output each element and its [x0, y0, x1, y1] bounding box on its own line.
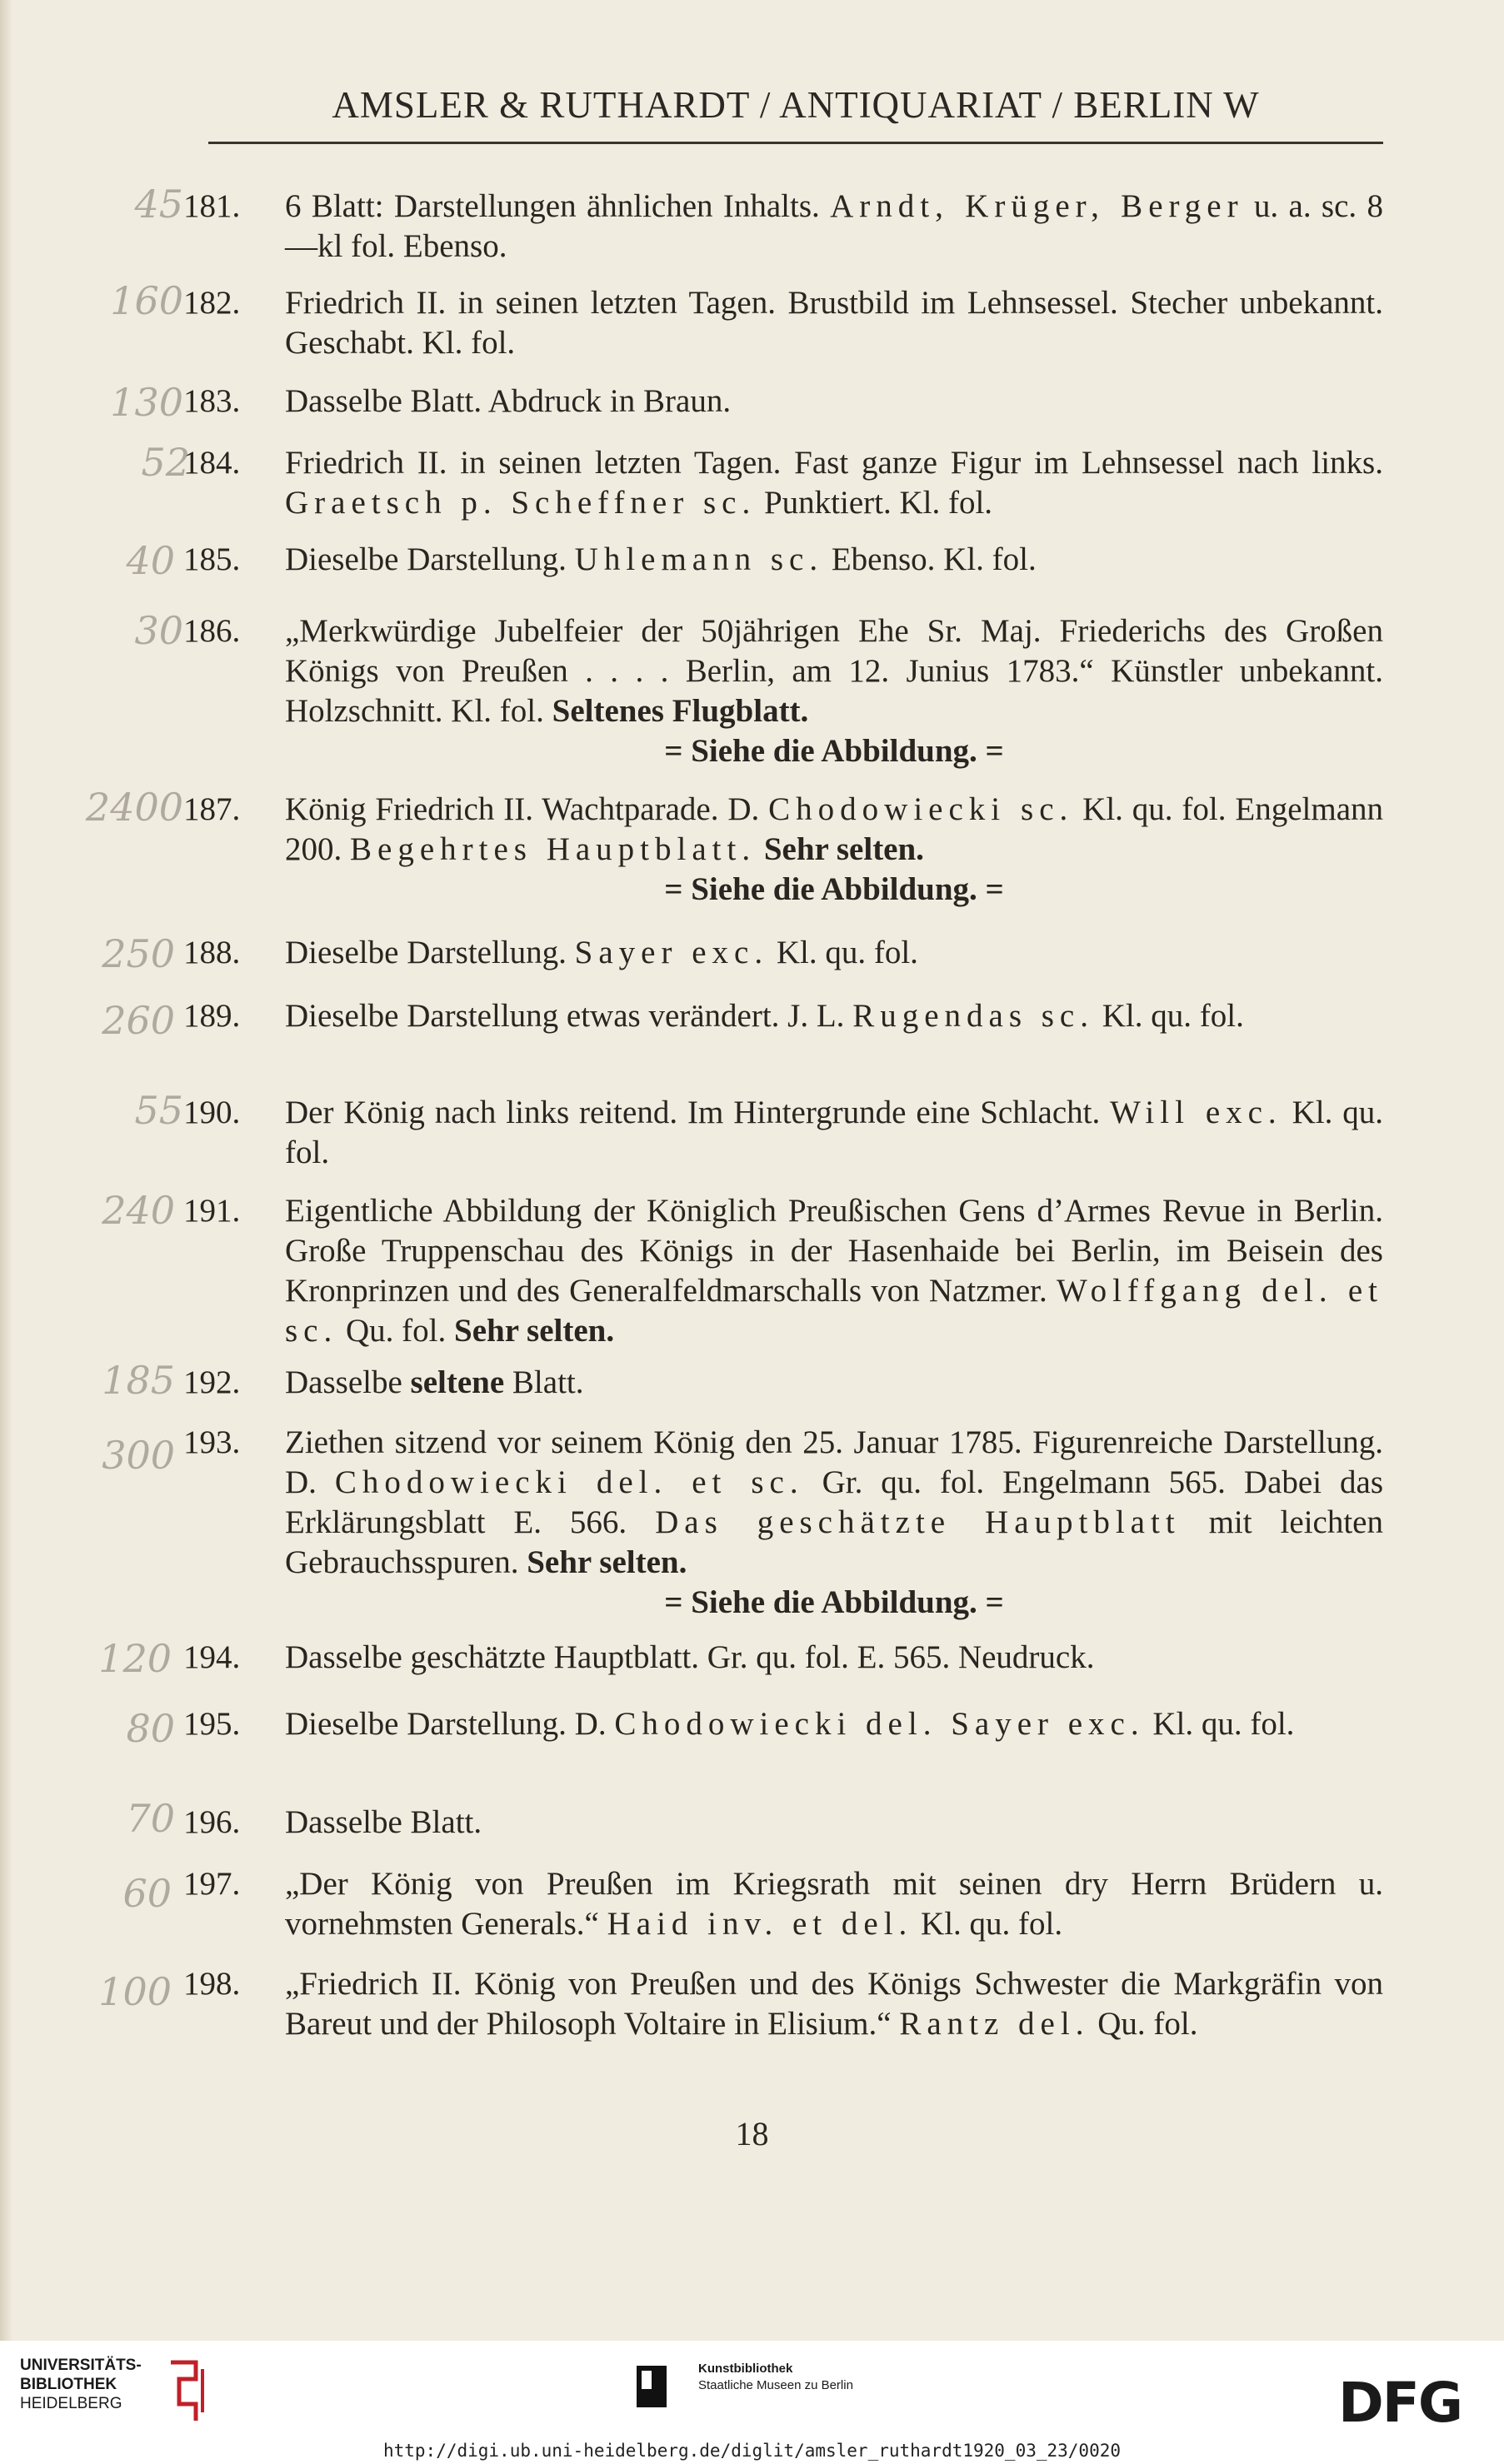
entry-artist: Chodowiecki sc.	[768, 791, 1074, 827]
see-illustration-note: = Siehe die Abbildung. =	[664, 733, 1004, 769]
entry-text-cont: Ebenso. Kl. fol.	[823, 541, 1037, 577]
entry-text-cont: Kl. qu. fol.	[1094, 998, 1244, 1034]
catalog-entry-196	[183, 1803, 1383, 1843]
page-header: AMSLER & RUTHARDT / ANTIQUARIAT / BERLIN W	[332, 84, 1260, 126]
entry-artist: Graetsch p. Scheffner sc.	[285, 485, 757, 521]
catalog-entry-184	[183, 443, 1383, 523]
permalink-url[interactable]: http://digi.ub.uni-heidelberg.de/diglit/amsler_ruthardt1920_03_23/0020	[382, 2441, 1121, 2461]
entry-number: 182.	[183, 285, 241, 321]
ub-logo-line3: HEIDELBERG	[20, 2395, 122, 2412]
entry-number: 197.	[183, 1866, 241, 1902]
entry-text-cont: u. a. sc. 8—kl fol. Ebenso.	[285, 188, 1383, 264]
entry-text: Dasselbe Blatt. Abdruck in Braun.	[285, 383, 732, 419]
entry-number: 191.	[183, 1193, 241, 1229]
entry-number: 195.	[183, 1706, 241, 1742]
entry-artist: Will exc.	[1110, 1095, 1282, 1130]
entry-text: Dasselbe geschätzte Hauptblatt. Gr. qu. fol. E. 565. Neudruck.	[285, 1639, 1095, 1675]
entry-text-cont: Punktiert. Kl. fol.	[756, 485, 993, 521]
entry-highlight: Das geschätzte Hauptblatt	[655, 1504, 1181, 1540]
handwritten-price: 55	[134, 1088, 183, 1133]
catalog-entry-191	[183, 1191, 1383, 1351]
entry-text-cont: Kl. qu. fol.	[768, 935, 918, 970]
handwritten-price: 300	[102, 1433, 175, 1478]
entry-text: Friedrich II. in seinen letzten Tagen. Brustbild im Lehnsessel. Stecher unbekannt. Geschabt. Kl. fol.	[285, 285, 1383, 361]
see-illustration-note: = Siehe die Abbildung. =	[664, 871, 1004, 907]
page-edge-shadow	[0, 0, 12, 2341]
handwritten-price: 120	[98, 1636, 172, 1681]
entry-text: Ziethen sitzend vor seinem König den 25. Januar 1785. Figurenreiche Darstellung. D.	[285, 1424, 1383, 1500]
entry-text-cont: Kl. qu. fol. Engelmann 200.	[285, 791, 1384, 867]
entry-artist: Haid inv. et del.	[607, 1906, 913, 1942]
entry-number: 193.	[183, 1424, 241, 1460]
entry-text-cont: Qu. fol.	[337, 1313, 454, 1349]
handwritten-price: 70	[126, 1796, 175, 1841]
ub-logo-line1: UNIVERSITÄTS-	[20, 2357, 142, 2374]
handwritten-price: 240	[102, 1188, 175, 1233]
entry-text-cont: Kl. qu. fol.	[912, 1906, 1063, 1942]
entry-artist: Chodowiecki del. et sc.	[334, 1464, 804, 1500]
entry-rarity: Sehr selten.	[527, 1544, 687, 1580]
handwritten-price: 130	[110, 380, 183, 425]
entry-rarity: Sehr selten.	[756, 831, 924, 867]
entry-text: Dasselbe	[285, 1364, 411, 1400]
entry-text: Dasselbe Blatt.	[285, 1804, 482, 1840]
entry-text: Der König nach links reitend. Im Hintergrunde eine Schlacht.	[285, 1095, 1111, 1130]
entry-number: 196.	[183, 1804, 241, 1840]
catalog-entry-181	[183, 187, 1383, 267]
entry-text: Friedrich II. in seinen letzten Tagen. Fast ganze Figur im Lehnsessel nach links.	[285, 445, 1383, 481]
entry-text-cont: Qu. fol.	[1089, 2006, 1198, 2042]
header-rule	[208, 142, 1383, 144]
entry-number: 198.	[183, 1966, 241, 2002]
entry-text-cont: Gr. qu. fol. Engelmann 565. Dabei das Erklärungsblatt E. 566.	[285, 1464, 1383, 1540]
entry-artist: Rantz del.	[899, 2006, 1090, 2042]
entry-text: „Friedrich II. König von Preußen und des Königs Schwester die Markgräfin von Bareut und der Philosoph Voltaire in Elisium.“	[285, 1966, 1383, 2042]
catalog-entry-197	[183, 1864, 1383, 1944]
dfg-logo[interactable]: DFG	[1338, 2371, 1462, 2435]
kb-name: Kunstbibliothek	[698, 2362, 793, 2376]
handwritten-price: 160	[110, 278, 183, 323]
entry-text: Dieselbe Darstellung.	[285, 935, 575, 970]
catalog-entry-187	[183, 790, 1383, 910]
entry-text: Eigentliche Abbildung der Königlich Preußischen Gens d’Armes Revue in Berlin. Große Truppenschau des Königs in der Hasenhaide bei Berlin, im Beisein des Kronprinzen und des Generalfeldmarschalls von Natzmer.	[285, 1193, 1383, 1309]
kb-subtitle: Staatliche Museen zu Berlin	[698, 2378, 853, 2392]
entry-number: 186.	[183, 613, 241, 649]
entry-number: 189.	[183, 998, 241, 1034]
catalog-entry-185	[183, 540, 1383, 580]
catalog-entry-195	[183, 1704, 1383, 1744]
kunstbibliothek-logo-icon	[637, 2366, 667, 2407]
entry-number: 184.	[183, 445, 241, 481]
entry-number: 187.	[183, 791, 241, 827]
catalog-entry-190	[183, 1093, 1383, 1173]
catalog-entry-193	[183, 1423, 1383, 1623]
entry-artist: Chodowiecki del. Sayer exc.	[614, 1706, 1145, 1742]
entry-text: Dieselbe Darstellung. D.	[285, 1706, 615, 1742]
catalog-entry-192	[183, 1363, 1383, 1403]
entry-text-cont: Kl. qu. fol.	[285, 1095, 1383, 1170]
entry-number: 188.	[183, 935, 241, 970]
catalog-entry-183	[183, 382, 1383, 421]
entry-artist: Wolffgang del. et sc.	[285, 1273, 1383, 1349]
handwritten-price: 260	[102, 998, 175, 1043]
digitization-footer	[0, 2341, 1504, 2464]
entry-rarity: Sehr selten.	[454, 1313, 615, 1349]
page-number: 18	[735, 2115, 769, 2152]
entry-artist: Rugendas sc.	[852, 998, 1094, 1034]
see-illustration-note: = Siehe die Abbildung. =	[664, 1584, 1004, 1620]
handwritten-price: 80	[126, 1706, 175, 1751]
handwritten-price: 45	[134, 182, 183, 227]
entry-number: 181.	[183, 188, 241, 224]
ub-heidelberg-logo[interactable]	[20, 2356, 142, 2413]
handwritten-price: 52	[141, 440, 190, 485]
entry-artist: Arndt, Krüger, Berger	[830, 188, 1244, 224]
catalog-entry-182	[183, 283, 1383, 363]
handwritten-price: 100	[98, 1969, 172, 2014]
entry-text-cont: Kl. qu. fol.	[1144, 1706, 1295, 1742]
entry-text: Dieselbe Darstellung.	[285, 541, 575, 577]
entry-artist: Uhlemann sc.	[574, 541, 824, 577]
handwritten-price: 60	[122, 1871, 172, 1916]
entry-highlight: Begehrtes Hauptblatt.	[350, 831, 757, 867]
entry-text: „Merkwürdige Jubelfeier der 50jährigen Ehe Sr. Maj. Friederichs des Großen Königs von Preußen . . . . Berlin, am 12. Junius 1783.“ Künstler unbekannt. Holzschnitt. Kl. fol.	[285, 613, 1383, 729]
kunstbibliothek-logo-text[interactable]	[698, 2361, 853, 2394]
entry-number: 183.	[183, 383, 241, 419]
entry-text: „Der König von Preußen im Kriegsrath mit seinen dry Herrn Brüdern u. vornehmsten Generals.“	[285, 1866, 1383, 1942]
handwritten-price: 2400	[85, 785, 183, 830]
entry-text-cont: mit leichten Gebrauchsspuren.	[285, 1504, 1383, 1580]
ub-logo-line2: BIBLIOTHEK	[20, 2376, 117, 2393]
ub-mark-icon	[162, 2354, 212, 2429]
entry-text: Dieselbe Darstellung etwas verändert. J. L.	[285, 998, 853, 1034]
entry-number: 192.	[183, 1364, 241, 1400]
handwritten-price: 30	[134, 608, 183, 653]
catalog-entry-186	[183, 611, 1383, 771]
entry-text: 6 Blatt: Darstellungen ähnlichen Inhalts.	[285, 188, 831, 224]
entry-text-cont: Blatt.	[504, 1364, 584, 1400]
catalog-entry-189	[183, 996, 1383, 1036]
entry-number: 194.	[183, 1639, 241, 1675]
handwritten-price: 185	[102, 1358, 175, 1403]
entry-rarity: Seltenes Flugblatt.	[552, 693, 809, 729]
handwritten-price: 250	[102, 931, 175, 976]
entry-number: 185.	[183, 541, 241, 577]
entry-text: König Friedrich II. Wachtparade. D.	[285, 791, 769, 827]
handwritten-price: 40	[126, 538, 175, 583]
entry-number: 190.	[183, 1095, 241, 1130]
entry-artist: Sayer exc.	[574, 935, 769, 970]
entry-rarity: seltene	[410, 1364, 505, 1400]
catalog-entry-188	[183, 933, 1383, 973]
catalog-entry-198	[183, 1964, 1383, 2044]
catalog-entry-194	[183, 1638, 1383, 1678]
